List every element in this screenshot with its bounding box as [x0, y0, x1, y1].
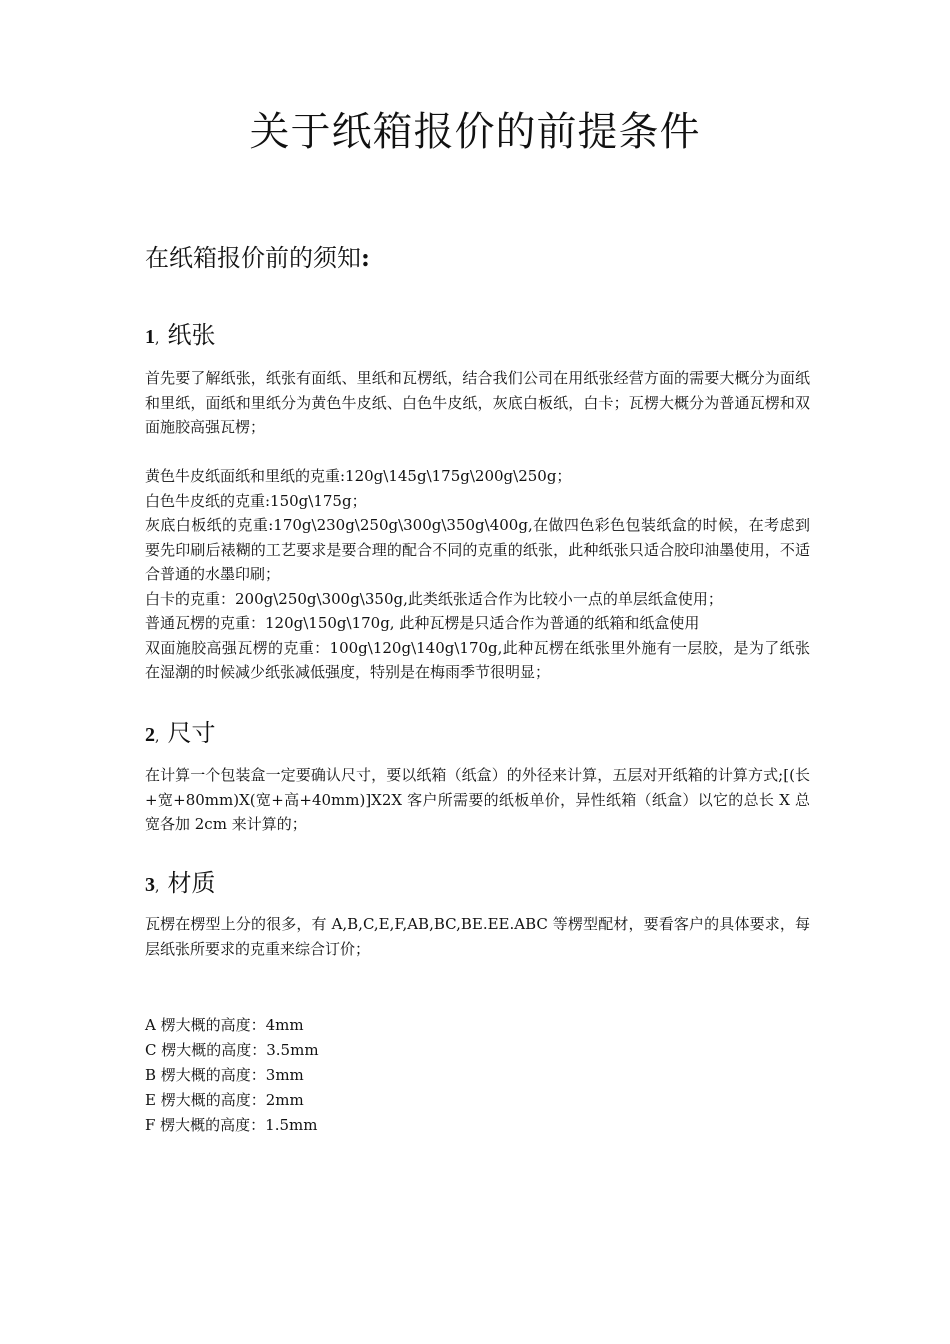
- list-item: E 楞大概的高度：2mm: [145, 1091, 304, 1109]
- section-1-paragraph: 白色牛皮纸的克重:150g\175g；: [145, 491, 367, 510]
- section-1-paragraph: 首先要了解纸张，纸张有面纸、里纸和瓦楞纸，结合我们公司在用纸张经营方面的需要大概分为面纸和里纸，面纸和里纸分为黄色牛皮纸、白色牛皮纸，灰底白板纸，白卡；瓦楞大概分为普通瓦楞和双面施胶高强瓦楞；: [145, 369, 810, 436]
- section-1-heading: [145, 318, 215, 356]
- section-3-heading: [145, 866, 215, 904]
- section-1-title: 纸张: [167, 321, 216, 349]
- section-1-separator: ,: [155, 331, 160, 347]
- section-2-title: 尺寸: [167, 719, 216, 747]
- section-2-body: [145, 763, 810, 837]
- section-3-body: [145, 912, 810, 961]
- section-3-number: 3: [145, 874, 155, 896]
- section-1-paragraph: 黄色牛皮纸面纸和里纸的克重:120g\145g\175g\200g\250g；: [145, 467, 572, 485]
- section-1-number: 1: [145, 326, 155, 348]
- document-title: 关于纸箱报价的前提条件: [249, 109, 701, 155]
- section-3-separator: ,: [155, 879, 160, 895]
- section-2-separator: ,: [155, 729, 160, 745]
- section-2-heading: [145, 716, 215, 754]
- notice-heading-colon: :: [361, 243, 370, 272]
- list-item: C 楞大概的高度：3.5mm: [145, 1041, 319, 1059]
- section-2-paragraph: 在计算一个包装盒一定要确认尺寸，要以纸箱（纸盒）的外径来计算，五层对开纸箱的计算方式;[(长+宽+80mm)X(宽+高+40mm)]X2X 客户所需要的纸板单价，异性纸箱（纸盒）以它的总长 X 总宽各加 2cm 来计算的；: [145, 766, 810, 833]
- paragraph-gap: [145, 440, 810, 465]
- list-item: B 楞大概的高度：3mm: [145, 1066, 304, 1084]
- section-1-paragraph: 双面施胶高强瓦楞的克重：100g\120g\140g\170g,此种瓦楞在纸张里外施有一层胶，是为了纸张在湿潮的时候减少纸张减低强度，特别是在梅雨季节很明显；: [145, 638, 810, 681]
- section-1-body: [145, 366, 810, 685]
- list-item: F 楞大概的高度：1.5mm: [145, 1116, 318, 1134]
- notice-heading-text: 在纸箱报价前的须知: [145, 244, 361, 272]
- section-1-paragraph: 普通瓦楞的克重：120g\150g\170g, 此种瓦楞是只适合作为普通的纸箱和纸盒使用: [145, 614, 700, 632]
- section-3-paragraph: 瓦楞在楞型上分的很多，有 A,B,C,E,F,AB,BC,BE.EE.ABC 等楞型配材，要看客户的具体要求，每层纸张所要求的克重来综合订价；: [145, 915, 810, 958]
- section-1-paragraph: 白卡的克重：200g\250g\300g\350g,此类纸张适合作为比较小一点的单层纸盒使用；: [145, 589, 723, 608]
- notice-heading: [145, 240, 370, 276]
- section-3-title: 材质: [167, 869, 216, 897]
- flute-height-list: [145, 1013, 645, 1138]
- section-1-paragraph: 灰底白板纸的克重:170g\230g\250g\300g\350g\400g,在做四色彩色包装纸盒的时候，在考虑到要先印刷后裱糊的工艺要求是要合理的配合不同的克重的纸张，此种纸张只适合胶印油墨使用，不适合普通的水墨印刷；: [145, 516, 810, 583]
- section-2-number: 2: [145, 724, 155, 746]
- list-item: A 楞大概的高度：4mm: [145, 1016, 304, 1034]
